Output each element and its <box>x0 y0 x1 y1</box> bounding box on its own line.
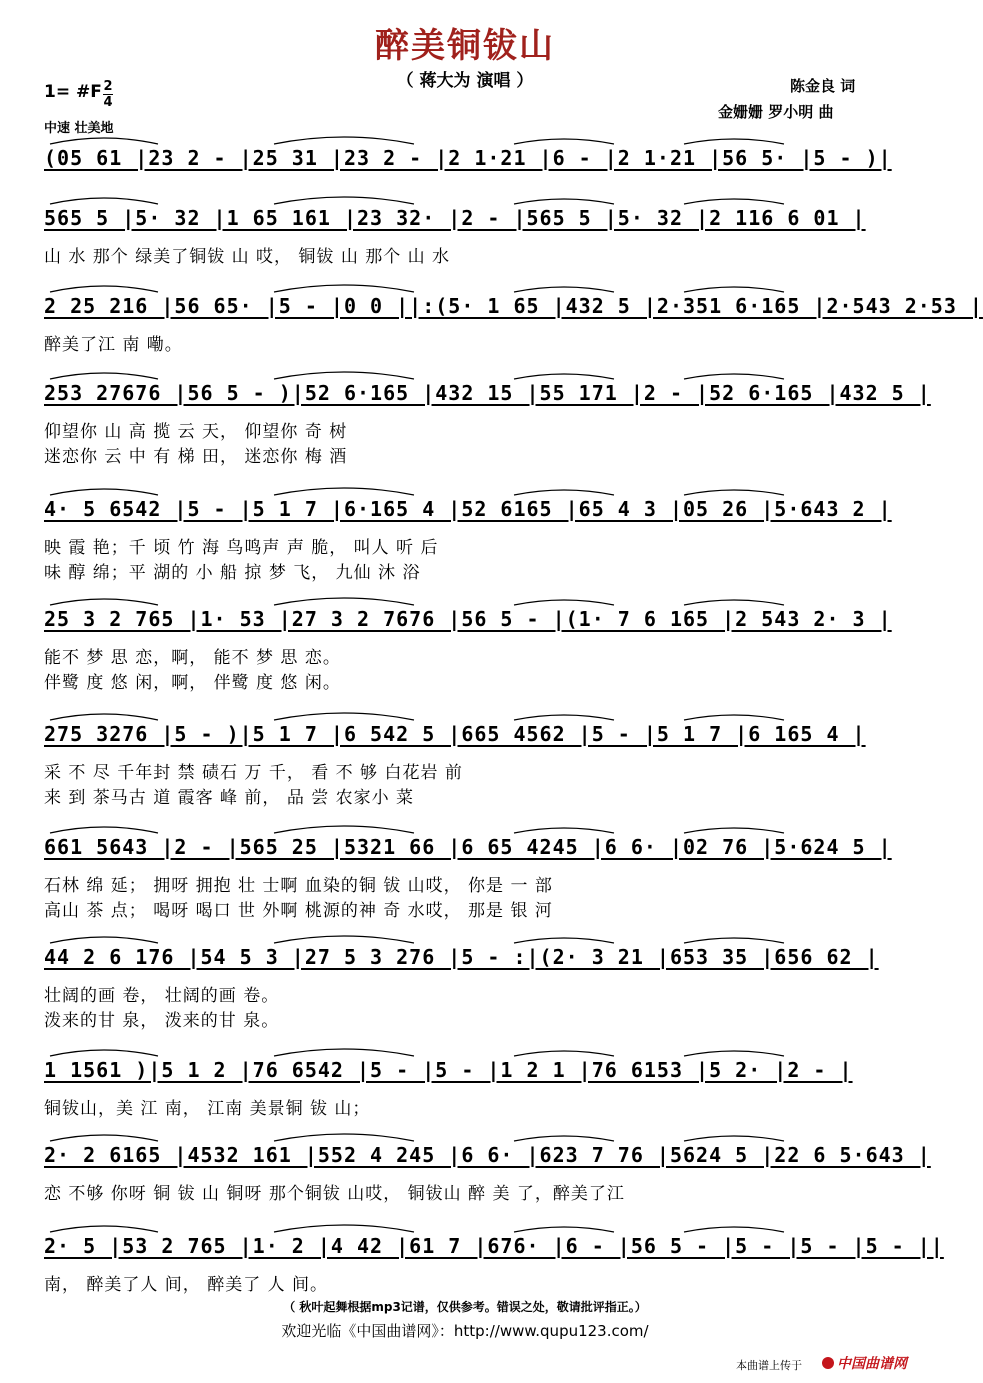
slur-curve <box>50 1049 784 1056</box>
lyric-line: 石林 绵 延； 拥呀 拥抱 壮 士啊 血染的铜 钹 山哎， 你是 一 部 <box>44 876 553 896</box>
notation-line: 253 27676 |56 5 - )|52 6·165 |432 15 |55 171 |2 - |52 6·165 |432 5 | <box>44 381 931 405</box>
slur-marks <box>44 365 886 381</box>
lyricist-credit: 陈金良 词 <box>790 77 856 95</box>
slur-marks <box>44 1127 886 1143</box>
slur-curve <box>50 1225 784 1232</box>
lyric-line: 壮阔的画 卷， 壮阔的画 卷。 <box>44 986 280 1006</box>
notation-line: 44 2 6 176 |54 5 3 |27 5 3 276 |5 - :|(2· 3 21 |653 35 |656 62 | <box>44 945 879 969</box>
slur-curve <box>50 488 784 495</box>
lyric-line: 味 醇 绵；平 湖的 小 船 掠 梦 飞， 九仙 沐 浴 <box>44 563 421 583</box>
lyric-line: 来 到 茶马古 道 霞客 峰 前， 品 尝 农家小 菜 <box>44 788 415 808</box>
lyric-line: 南， 醉美了人 间， 醉美了 人 间。 <box>44 1275 329 1295</box>
time-signature <box>103 80 113 109</box>
notation-line: 565 5 |5· 32 |1 65 161 |23 32· |2 - |565 5 |5· 32 |2 116 6 01 | <box>44 206 866 230</box>
slur-marks <box>44 278 886 294</box>
lyric-line: 泼来的甘 泉， 泼来的甘 泉。 <box>44 1011 280 1031</box>
notation-line: 1 1561 )|5 1 2 |76 6542 |5 - |5 - |1 2 1 |76 6153 |5 2· |2 - | <box>44 1058 853 1082</box>
lyric-line: 伴鹭 度 悠 闲，啊， 伴鹭 度 悠 闲。 <box>44 673 341 693</box>
lyric-line: 恋 不够 你呀 铜 钹 山 铜呀 那个铜钹 山哎， 铜钹山 醉 美 了，醉美了江 <box>44 1184 625 1204</box>
upload-caption: 本曲谱上传于 <box>736 1359 802 1372</box>
singer-credit: （ 蒋大为 演唱 ） <box>396 71 534 91</box>
time-top: 2 <box>103 79 113 94</box>
song-title: 醉美铜钹山 <box>375 26 555 66</box>
slur-curve <box>50 285 784 292</box>
lyric-line: 能不 梦 思 恋，啊， 能不 梦 思 恋。 <box>44 648 341 668</box>
transcriber-note: （ 秋叶起舞根据mp3记谱，仅供参考。错误之处，敬请批评指正。） <box>283 1300 647 1314</box>
lyric-line: 铜钹山，美 江 南， 江南 美景铜 钹 山； <box>44 1099 371 1119</box>
notation-line: 2 25 216 |56 65· |5 - |0 0 ||:(5· 1 65 |432 5 |2·351 6·165 |2·543 2·53 | <box>44 294 983 318</box>
lyric-line: 采 不 尽 千年封 禁 碛石 万 千， 看 不 够 白花岩 前 <box>44 763 463 783</box>
slur-marks <box>44 481 886 497</box>
slur-marks <box>44 1042 886 1058</box>
notation-line: 4· 5 6542 |5 - |5 1 7 |6·165 4 |52 6165 |65 4 3 |05 26 |5·643 2 | <box>44 497 892 521</box>
lyric-line: 仰望你 山 高 揽 云 天， 仰望你 奇 树 <box>44 422 348 442</box>
lyric-line: 醉美了江 南 嘞。 <box>44 335 183 355</box>
slur-curve <box>50 598 784 605</box>
site-logo <box>822 1353 907 1373</box>
slur-curve <box>50 197 784 204</box>
lyric-line: 映 霞 艳；千 顷 竹 海 鸟鸣声 声 脆， 叫人 听 后 <box>44 538 439 558</box>
lyric-line: 高山 茶 点； 喝呀 喝口 世 外啊 桃源的神 奇 水哎， 那是 银 河 <box>44 901 553 921</box>
slur-marks <box>44 190 886 206</box>
notation-line: 2· 2 6165 |4532 161 |552 4 245 |6 6· |623 7 76 |5624 5 |22 6 5·643 | <box>44 1143 931 1167</box>
logo-text: 中国曲谱网 <box>837 1356 907 1372</box>
slur-curve <box>50 372 784 379</box>
slur-marks <box>44 929 886 945</box>
notation-line: 275 3276 |5 - )|5 1 7 |6 542 5 |665 4562 |5 - |5 1 7 |6 165 4 | <box>44 722 866 746</box>
slur-marks <box>44 591 886 607</box>
website-banner: 欢迎光临《中国曲谱网》：http://www.qupu123.com/ <box>281 1322 649 1340</box>
slur-marks <box>44 130 886 146</box>
lyric-line: 迷恋你 云 中 有 梯 田， 迷恋你 梅 酒 <box>44 447 348 467</box>
tempo-marking: 中速 壮美地 <box>44 121 114 136</box>
slur-marks <box>44 819 886 835</box>
time-bottom: 4 <box>103 95 113 110</box>
lyric-line: 山 水 那个 绿美了铜钹 山 哎， 铜钹 山 那个 山 水 <box>44 247 451 267</box>
notation-line: 25 3 2 765 |1· 53 |27 3 2 7676 |56 5 - |(1· 7 6 165 |2 543 2· 3 | <box>44 607 892 631</box>
slur-curve <box>50 137 784 144</box>
composer-credit: 金姗姗 罗小明 曲 <box>718 103 834 121</box>
slur-curve <box>50 936 784 943</box>
notation-line: (05 61 |23 2 - |25 31 |23 2 - |2 1·21 |6 - |2 1·21 |56 5· |5 - )| <box>44 146 892 170</box>
notation-line: 661 5643 |2 - |565 25 |5321 66 |6 65 4245 |6 6· |02 76 |5·624 5 | <box>44 835 892 859</box>
slur-curve <box>50 1134 784 1141</box>
logo-icon <box>822 1357 834 1369</box>
slur-marks <box>44 1218 886 1234</box>
slur-curve <box>50 713 784 720</box>
slur-curve <box>50 826 784 833</box>
key-signature: 1= #F <box>44 82 102 102</box>
slur-marks <box>44 706 886 722</box>
notation-line: 2· 5 |53 2 765 |1· 2 |4 42 |61 7 |676· |6 - |56 5 - |5 - |5 - |5 - || <box>44 1234 944 1258</box>
